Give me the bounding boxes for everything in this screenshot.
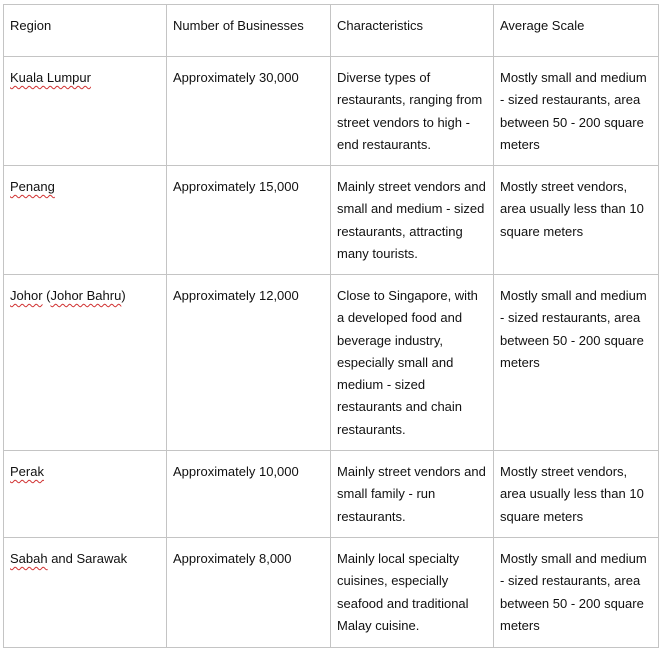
table-row: [4, 166, 659, 275]
cell-average-scale[interactable]: Mostly small and medium - sized restaurants, area between 50 - 200 square meters: [494, 57, 659, 166]
table-row: [4, 538, 659, 648]
cell-number-of-businesses[interactable]: Approximately 10,000: [167, 451, 331, 538]
region-name-rest: and Sarawak: [47, 551, 128, 566]
cell-region[interactable]: [4, 166, 167, 275]
cell-number-of-businesses[interactable]: Approximately 8,000: [167, 538, 331, 648]
table-row: [4, 57, 659, 166]
region-name: Perak: [10, 464, 44, 479]
cell-characteristics[interactable]: Mainly street vendors and small family - run restaurants.: [331, 451, 494, 538]
region-name: Sabah: [10, 551, 48, 566]
cell-number-of-businesses[interactable]: Approximately 15,000: [167, 166, 331, 275]
cell-region[interactable]: [4, 451, 167, 538]
table-row: [4, 451, 659, 538]
document-table-container: [3, 4, 659, 648]
cell-average-scale[interactable]: Mostly street vendors, area usually less than 10 square meters: [494, 451, 659, 538]
header-region[interactable]: Region: [4, 5, 167, 57]
restaurant-business-table: [3, 4, 659, 648]
table-header-row: [4, 5, 659, 57]
header-characteristics[interactable]: Characteristics: [331, 5, 494, 57]
table-row: [4, 275, 659, 451]
region-paren-open: (: [42, 288, 51, 303]
region-city-name: Johor Bahru: [50, 288, 122, 303]
cell-characteristics[interactable]: Mainly local specialty cuisines, especially seafood and traditional Malay cuisine.: [331, 538, 494, 648]
header-average-scale[interactable]: Average Scale: [494, 5, 659, 57]
cell-number-of-businesses[interactable]: Approximately 30,000: [167, 57, 331, 166]
cell-number-of-businesses[interactable]: Approximately 12,000: [167, 275, 331, 451]
cell-region[interactable]: [4, 57, 167, 166]
region-name: Penang: [10, 179, 55, 194]
cell-region[interactable]: [4, 538, 167, 648]
cell-characteristics[interactable]: Mainly street vendors and small and medium - sized restaurants, attracting many tourists.: [331, 166, 494, 275]
region-name: Johor: [10, 288, 43, 303]
cell-characteristics[interactable]: Diverse types of restaurants, ranging from street vendors to high - end restaurants.: [331, 57, 494, 166]
cell-average-scale[interactable]: Mostly small and medium - sized restaurants, area between 50 - 200 square meters: [494, 275, 659, 451]
cell-average-scale[interactable]: Mostly small and medium - sized restaurants, area between 50 - 200 square meters: [494, 538, 659, 648]
cell-average-scale[interactable]: Mostly street vendors, area usually less than 10 square meters: [494, 166, 659, 275]
header-number-of-businesses[interactable]: Number of Businesses: [167, 5, 331, 57]
cell-characteristics[interactable]: Close to Singapore, with a developed food and beverage industry, especially small and medium - sized restaurants and chain restaurants.: [331, 275, 494, 451]
cell-region[interactable]: [4, 275, 167, 451]
region-name: Kuala Lumpur: [10, 70, 91, 85]
region-paren-close: ): [121, 288, 126, 303]
